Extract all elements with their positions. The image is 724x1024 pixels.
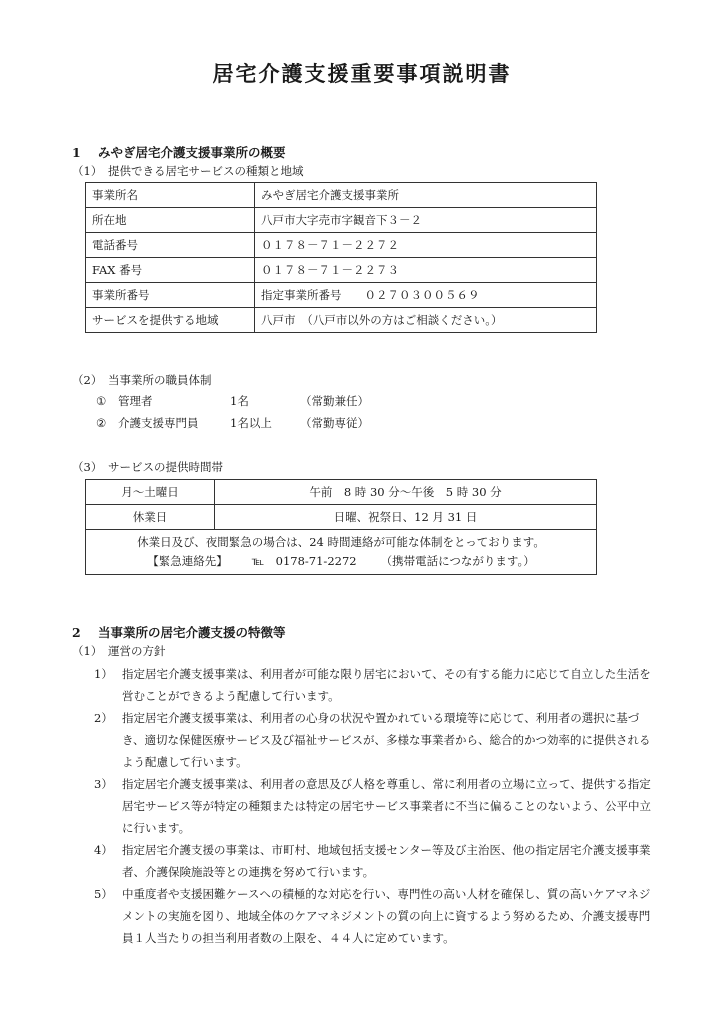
section1-sub3-number: （3） <box>72 460 103 474</box>
emergency-contact-line <box>92 552 590 571</box>
fax-label: FAX 番号 <box>86 258 255 283</box>
section1-sub3-title: サービスの提供時間帯 <box>108 460 223 474</box>
section1-title: みやぎ居宅介護支援事業所の概要 <box>98 145 286 160</box>
table-row <box>86 308 597 333</box>
address-label: 所在地 <box>86 208 255 233</box>
document-title: 居宅介護支援重要事項説明書 <box>212 61 512 86</box>
emergency-contact-note: （携帯電話につながります。） <box>380 554 535 568</box>
table-row <box>86 480 597 505</box>
staff-type: （常勤専従） <box>300 416 369 430</box>
list-item-text: 中重度者や支援困難ケースへの積極的な対応を行い、専門性の高い人材を確保し、質の高いケアマネジメントの実施を図り、地域全体のケアマネジメントの質の向上に資するよう努めるため、介護支援専門員１人当たりの担当利用者数の上限を、４４人に定めています。 <box>122 887 651 945</box>
list-item-number: 1） <box>94 667 113 681</box>
list-item-number: 4） <box>94 843 113 857</box>
emergency-contact-label: 【緊急連絡先】 <box>147 554 228 568</box>
staff-type: （常勤兼任） <box>300 394 369 408</box>
holiday-label: 休業日 <box>86 505 215 530</box>
section1-sub2-number: （2） <box>72 373 103 387</box>
office-info-table <box>85 182 597 333</box>
section1-sub1-title: 提供できる居宅サービスの種類と地域 <box>108 164 304 178</box>
table-row <box>86 233 597 258</box>
emergency-contact-tel: ℡ 0178-71-2272 <box>251 554 357 568</box>
table-row <box>86 283 597 308</box>
list-item <box>94 773 660 839</box>
staff-count: 1名以上 <box>230 416 272 430</box>
section1-sub2-heading <box>72 372 212 388</box>
staff-role: 介護支援専門員 <box>118 416 199 430</box>
section1-sub3-heading <box>72 459 223 475</box>
office-name-label: 事業所名 <box>86 183 255 208</box>
section2-heading <box>72 623 286 641</box>
staff-index: ② <box>96 416 107 430</box>
table-row <box>86 208 597 233</box>
list-item <box>94 883 660 949</box>
list-item-text: 指定居宅介護支援事業は、利用者が可能な限り居宅において、その有する能力に応じて自立した生活を営むことができるよう配慮して行います。 <box>122 667 651 703</box>
staff-count: 1名 <box>230 394 249 408</box>
list-item <box>94 707 660 773</box>
holiday-value: 日曜、祝祭日、12 月 31 日 <box>215 505 597 530</box>
office-number-value: 指定事業所番号 ０２７０３００５６９ <box>255 283 597 308</box>
staff-index: ① <box>96 394 107 408</box>
service-hours-table <box>85 479 597 575</box>
section1-heading <box>72 143 286 161</box>
section2-sub1-title: 運営の方針 <box>108 644 166 658</box>
weekday-hours: 午前 8 時 30 分～午後 5 時 30 分 <box>215 480 597 505</box>
section2-title: 当事業所の居宅介護支援の特徴等 <box>98 625 286 640</box>
office-number-label: 事業所番号 <box>86 283 255 308</box>
list-item <box>94 663 660 707</box>
table-row <box>86 530 597 575</box>
list-item <box>94 839 660 883</box>
fax-value: ０１７８－７１－２２７３ <box>255 258 597 283</box>
service-area-value: 八戸市 （八戸市以外の方はご相談ください。） <box>255 308 597 333</box>
section2-number: 2 <box>72 625 81 640</box>
table-row <box>86 258 597 283</box>
staff-row-care-manager <box>96 415 369 431</box>
service-area-label: サービスを提供する地域 <box>86 308 255 333</box>
address-value: 八戸市大字売市字観音下３－２ <box>255 208 597 233</box>
list-item-number: 3） <box>94 777 113 791</box>
office-name-value: みやぎ居宅介護支援事業所 <box>255 183 597 208</box>
staff-role: 管理者 <box>118 394 153 408</box>
list-item-number: 2） <box>94 711 113 725</box>
section2-sub1-heading <box>72 643 166 659</box>
section1-sub2-title: 当事業所の職員体制 <box>108 373 212 387</box>
section2-sub1-number: （1） <box>72 644 103 658</box>
phone-label: 電話番号 <box>86 233 255 258</box>
list-item-text: 指定居宅介護支援事業は、利用者の心身の状況や置かれている環境等に応じて、利用者の選択に基づき、適切な保健医療サービス及び福祉サービスが、多様な事業者から、総合的かつ効率的に提供されるよう配慮して行います。 <box>122 711 651 769</box>
staff-row-manager <box>96 393 369 409</box>
operating-policy-list <box>94 663 660 949</box>
section1-sub1-number: （1） <box>72 164 103 178</box>
weekday-label: 月～土曜日 <box>86 480 215 505</box>
section1-sub1-heading <box>72 163 304 179</box>
table-row <box>86 183 597 208</box>
emergency-note-line: 休業日及び、夜間緊急の場合は、24 時間連絡が可能な体制をとっております。 <box>137 535 545 549</box>
section1-number: 1 <box>72 145 81 160</box>
emergency-notes <box>86 530 597 575</box>
phone-value: ０１７８－７１－２２７２ <box>255 233 597 258</box>
list-item-number: 5） <box>94 887 113 901</box>
list-item-text: 指定居宅介護支援事業は、利用者の意思及び人格を尊重し、常に利用者の立場に立って、提供する指定居宅サービス等が特定の種類または特定の居宅サービス事業者に不当に偏ることのないよう、公平中立に行います。 <box>122 777 651 835</box>
list-item-text: 指定居宅介護支援の事業は、市町村、地域包括支援センター等及び主治医、他の指定居宅介護支援事業者、介護保険施設等との連携を努めて行います。 <box>122 843 651 879</box>
table-row <box>86 505 597 530</box>
